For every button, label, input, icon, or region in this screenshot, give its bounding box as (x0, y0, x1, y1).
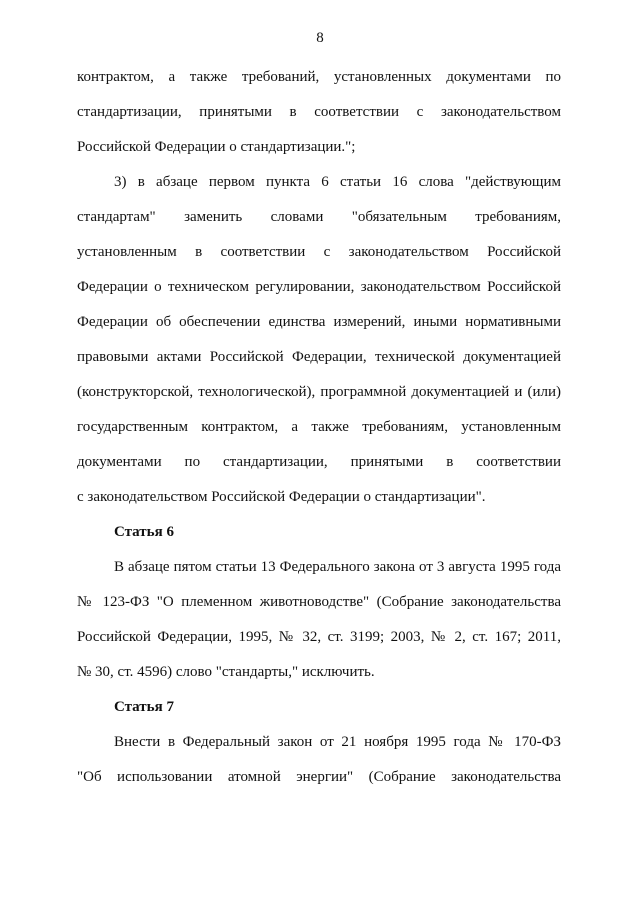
text-line: правовыми актами Российской Федерации, технической документацией (77, 349, 561, 365)
text-line: Федерации о техническом регулировании, законодательством Российской (77, 279, 561, 295)
text-line: контрактом, а также требований, установленных документами по (77, 69, 561, 85)
document-body (77, 60, 561, 795)
text-line: 3) в абзаце первом пункта 6 статьи 16 слова "действующим (114, 174, 561, 190)
text-line: стандартизации, принятыми в соответствии с законодательством (77, 104, 561, 120)
text-line: № 123-ФЗ "О племенном животноводстве" (Собрание законодательства (77, 594, 561, 610)
text-line: с законодательством Российской Федерации о стандартизации". (77, 489, 486, 505)
text-line: Федерации об обеспечении единства измерений, иными нормативными (77, 314, 561, 330)
text-line: государственным контрактом, а также требованиям, установленным (77, 419, 561, 435)
article-heading: Статья 7 (114, 699, 174, 715)
text-line: (конструкторской, технологической), программной документацией и (или) (77, 384, 561, 400)
text-line: стандартам" заменить словами "обязательным требованиям, (77, 209, 561, 225)
page-number: 8 (316, 30, 324, 46)
text-line: установленным в соответствии с законодательством Российской (77, 244, 561, 260)
text-line: "Об использовании атомной энергии" (Собрание законодательства (77, 769, 561, 785)
text-line: документами по стандартизации, принятыми в соответствии (77, 454, 561, 470)
text-line: № 30, ст. 4596) слово "стандарты," исключить. (77, 664, 375, 680)
article-heading: Статья 6 (114, 524, 174, 540)
text-line: В абзаце пятом статьи 13 Федерального закона от 3 августа 1995 года (114, 559, 561, 575)
text-line: Российской Федерации о стандартизации."; (77, 139, 356, 155)
text-line: Внести в Федеральный закон от 21 ноября 1995 года № 170-ФЗ (114, 734, 561, 750)
text-line: Российской Федерации, 1995, № 32, ст. 3199; 2003, № 2, ст. 167; 2011, (77, 629, 561, 645)
